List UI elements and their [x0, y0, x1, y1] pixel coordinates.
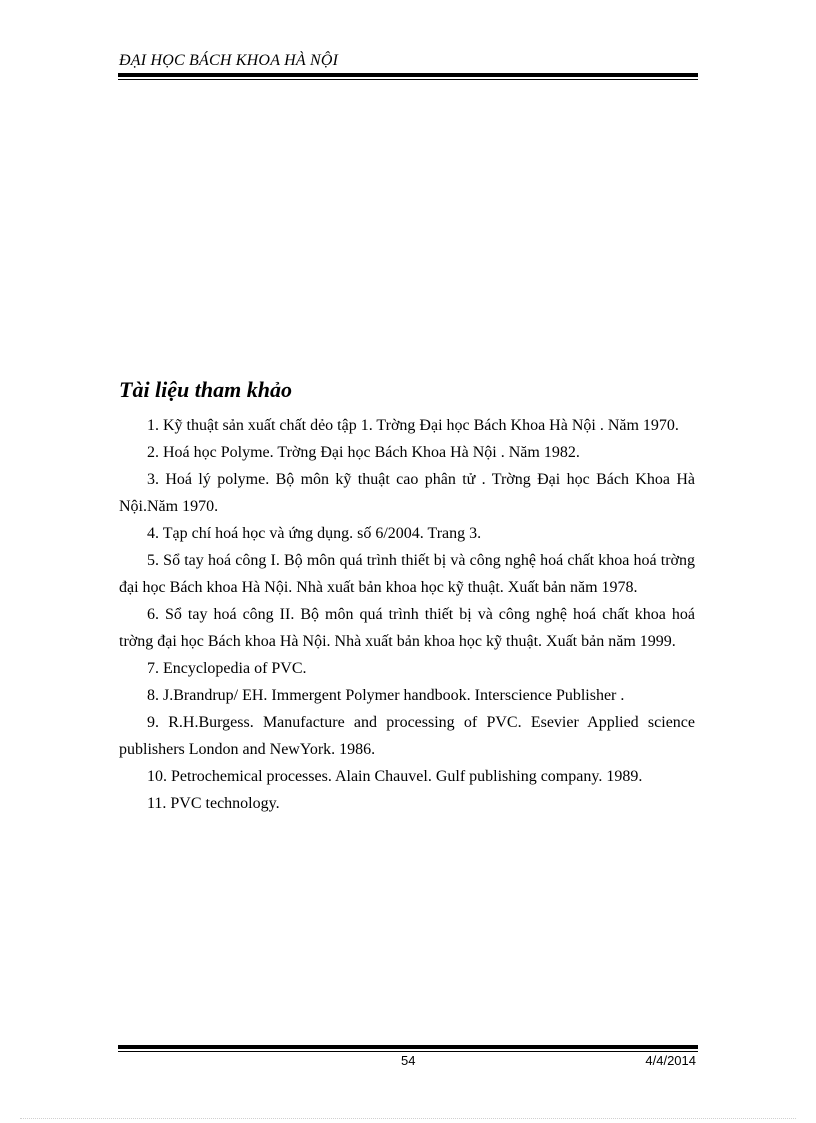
section-title: Tài liệu tham khảo [119, 377, 292, 402]
reference-item: 5. Sổ tay hoá công I. Bộ môn quá trình thiết bị và công nghệ hoá chất khoa hoá trờng đại học Bách khoa Hà Nội. Nhà xuất bản khoa học kỹ thuật. Xuất bản năm 1978. [119, 552, 695, 596]
reference-item: 3. Hoá lý polyme. Bộ môn kỹ thuật cao phân tử . Trờng Đại học Bách Khoa Hà Nội.Năm 1970. [119, 471, 695, 515]
reference-item: 11. PVC technology. [147, 795, 280, 812]
reference-item: 2. Hoá học Polyme. Trờng Đại học Bách Khoa Hà Nội . Năm 1982. [147, 444, 580, 461]
page-edge-divider [20, 1118, 796, 1119]
reference-item: 4. Tạp chí hoá học và ứng dụng. số 6/2004. Trang 3. [147, 525, 482, 542]
reference-item: 1. Kỹ thuật sản xuất chất dẻo tập 1. Trờng Đại học Bách Khoa Hà Nội . Năm 1970. [147, 417, 679, 434]
header-rule-thin [118, 79, 698, 80]
reference-item: 8. J.Brandrup/ EH. Immergent Polymer handbook. Interscience Publisher . [147, 687, 625, 704]
header-rule [118, 73, 698, 77]
footer-date: 4/4/2014 [645, 1053, 696, 1068]
reference-item: 6. Sổ tay hoá công II. Bộ môn quá trình thiết bị và công nghệ hoá chất khoa hoá trờng đại học Bách khoa Hà Nội. Nhà xuất bản khoa học kỹ thuật. Xuất bản năm 1999. [119, 606, 695, 650]
reference-item: 7. Encyclopedia of PVC. [147, 660, 307, 677]
footer-rule [118, 1045, 698, 1049]
page-number: 54 [401, 1053, 416, 1068]
reference-item: 10. Petrochemical processes. Alain Chauvel. Gulf publishing company. 1989. [147, 768, 643, 785]
footer-rule-thin [118, 1051, 698, 1052]
document-header: ĐẠI HỌC BÁCH KHOA HÀ NỘI [119, 52, 339, 69]
reference-list [119, 412, 695, 817]
reference-item: 9. R.H.Burgess. Manufacture and processing of PVC. Esevier Applied science publishers London and NewYork. 1986. [119, 714, 695, 758]
